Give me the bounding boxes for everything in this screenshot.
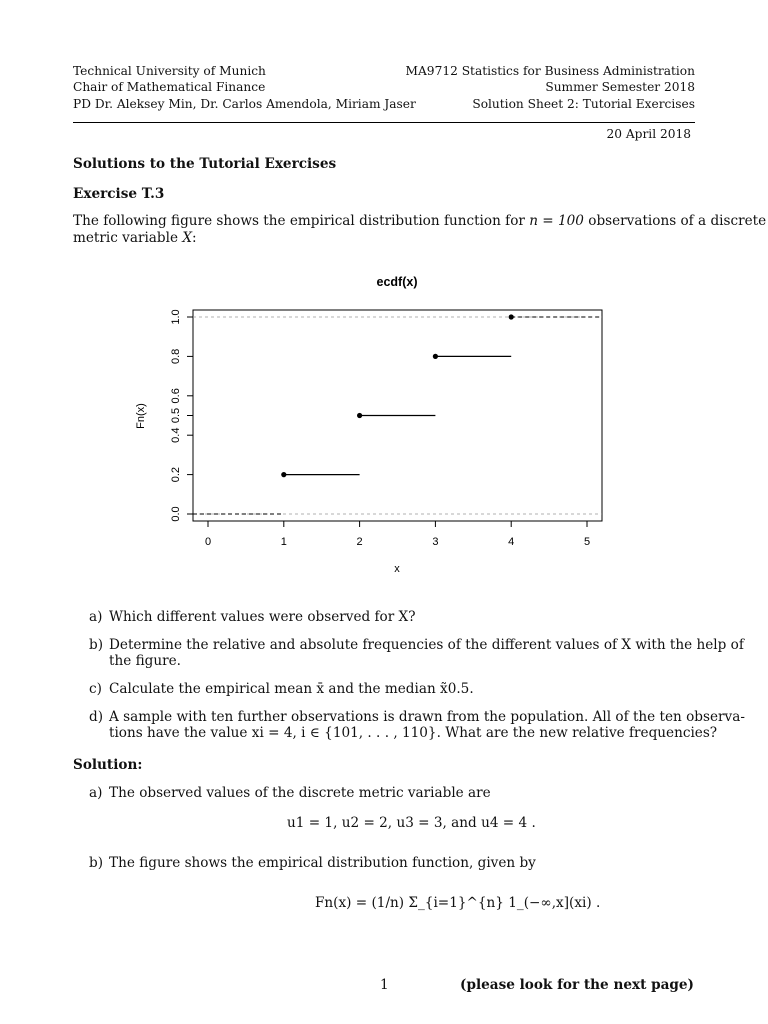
question-d-text: A sample with ten further observations is drawn from the population. All of the ten observa- <box>109 709 745 725</box>
ecdf-chart <box>130 270 630 580</box>
x-tick-label: 3 <box>432 536 439 548</box>
question-c-text: Calculate the empirical mean x̄ and the median x̃0.5. <box>109 681 474 697</box>
solution-b-equation: Fn(x) = (1/n) Σ_{i=1}^{n} 1_(−∞,x](xi) . <box>315 895 601 911</box>
header-rule <box>73 122 695 123</box>
x-tick-label: 2 <box>356 536 363 548</box>
x-axis-label: x <box>394 563 400 575</box>
x-tick-label: 1 <box>280 536 287 548</box>
x-tick-label: 0 <box>204 536 212 548</box>
ecdf-point <box>509 314 514 319</box>
page-number: 1 <box>380 977 389 993</box>
y-tick-label: 0.0 <box>170 506 182 522</box>
solution-b-label: b) <box>89 855 104 871</box>
y-tick-label: 0.8 <box>170 348 182 365</box>
intro-text: observations of a discrete <box>583 213 767 229</box>
solution-a-equation: u1 = 1, u2 = 2, u3 = 3, and u4 = 4 . <box>287 815 536 831</box>
question-b-text: Determine the relative and absolute frequencies of the different values of X with the help of <box>109 637 744 653</box>
question-c-label: c) <box>89 681 102 697</box>
solution-title: Solution: <box>73 757 143 773</box>
next-page-note: (please look for the next page) <box>460 977 694 993</box>
header-chair: Chair of Mathematical Finance <box>73 80 266 94</box>
x-tick-label: 4 <box>508 536 515 548</box>
intro-line-1 <box>73 213 766 230</box>
y-tick-label: 0.2 <box>170 466 182 483</box>
intro-math-n: n = 100 <box>529 213 584 229</box>
solution-b-text: The figure shows the empirical distribution function, given by <box>109 855 536 871</box>
x-tick-label: 5 <box>583 536 591 548</box>
intro-math-x: X <box>182 230 193 246</box>
y-tick-label: 0.4 <box>170 427 182 443</box>
intro-text: metric variable <box>73 230 183 246</box>
question-d-label: d) <box>89 709 104 725</box>
section-title: Solutions to the Tutorial Exercises <box>73 156 337 172</box>
y-tick-label: 0.5 <box>170 407 182 424</box>
question-a-label: a) <box>89 609 103 625</box>
intro-line-2 <box>73 230 197 247</box>
intro-text: The following figure shows the empirical distribution function for <box>73 213 530 229</box>
header-date: 20 April 2018 <box>606 127 691 141</box>
question-d-text: tions have the value xi = 4, i ∈ {101, . . . , 110}. What are the new relative frequencies? <box>109 725 718 741</box>
y-tick-label: 0.6 <box>170 388 182 404</box>
chart-title: ecdf(x) <box>376 275 418 289</box>
y-tick-label: 1.0 <box>170 309 182 325</box>
header-institution: Technical University of Munich <box>73 64 266 78</box>
header-lecturers: PD Dr. Aleksey Min, Dr. Carlos Amendola, Miriam Jaser <box>73 97 416 111</box>
header-semester: Summer Semester 2018 <box>545 80 695 94</box>
header-sheet: Solution Sheet 2: Tutorial Exercises <box>472 97 695 111</box>
solution-a-label: a) <box>89 785 103 801</box>
ecdf-point <box>281 472 286 477</box>
solution-a-text: The observed values of the discrete metric variable are <box>109 785 491 801</box>
ecdf-point <box>357 413 362 418</box>
intro-text: : <box>192 230 197 246</box>
exercise-title: Exercise T.3 <box>73 186 165 202</box>
ecdf-point <box>433 354 438 359</box>
question-b-text: the figure. <box>109 653 181 669</box>
header-course: MA9712 Statistics for Business Administration <box>405 64 695 78</box>
question-b-label: b) <box>89 637 104 653</box>
y-axis-label: Fn(x) <box>135 403 147 429</box>
question-a-text: Which different values were observed for X? <box>109 609 416 625</box>
